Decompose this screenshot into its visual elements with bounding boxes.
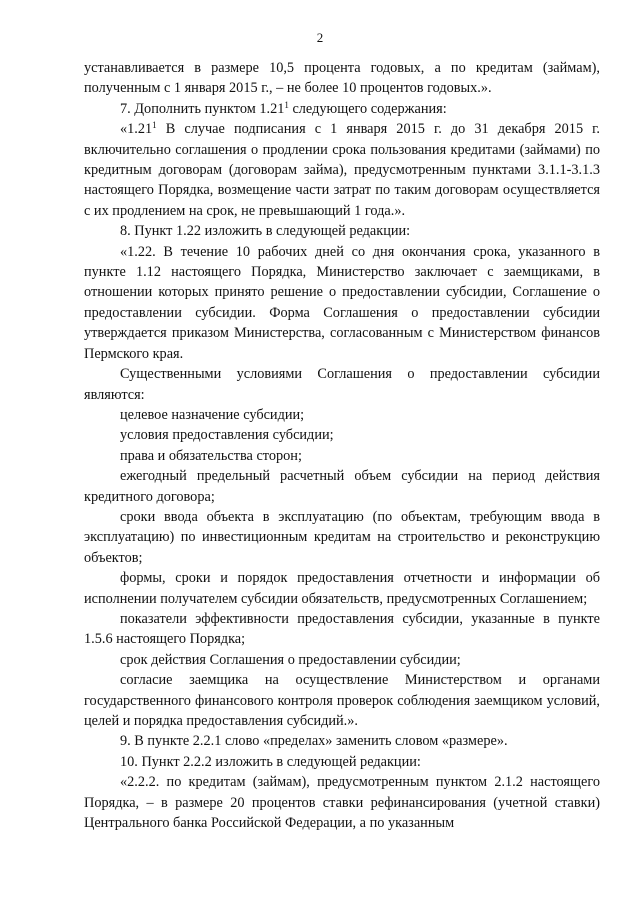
- item-7-text-end: следующего содержания:: [288, 100, 447, 117]
- list-item-efficiency: показатели эффективности предоставления субсидии, указанные в пункте 1.5.6 настоящего Порядка;: [84, 610, 600, 648]
- paragraph-item-8: 8. Пункт 1.22 изложить в следующей редакции:: [120, 223, 411, 240]
- clause-1-21-1-number: «1.21: [120, 121, 153, 138]
- item-7-text: 7. Дополнить пунктом 1.21: [120, 100, 285, 117]
- paragraph-essential-conditions: Существенными условиями Соглашения о предоставлении субсидии являются:: [84, 366, 600, 403]
- list-item-term: срок действия Соглашения о предоставлении субсидии;: [120, 651, 461, 668]
- list-item-conditions: условия предоставления субсидии;: [120, 427, 334, 444]
- paragraph-item-10: 10. Пункт 2.2.2 изложить в следующей редакции:: [120, 753, 421, 770]
- paragraph-clause-1-21-1: [84, 119, 600, 221]
- list-item-purpose: целевое назначение субсидии;: [120, 406, 305, 423]
- document-body: [84, 58, 600, 833]
- list-item-commissioning: сроки ввода объекта в эксплуатацию (по объектам, требующим ввода в эксплуатацию) по инвестиционным кредитам на строительство и реконструкцию объектов;: [84, 508, 600, 566]
- list-item-consent: согласие заемщика на осуществление Министерством и органами государственного финансового контроля проверок соблюдения заемщиком условий, целей и порядка предоставления субсидий.».: [84, 672, 600, 729]
- clause-1-21-1-superscript: 1: [152, 120, 157, 131]
- page-number: 2: [316, 30, 324, 45]
- paragraph-continuation: устанавливается в размере 10,5 процента годовых, а по кредитам (займам), полученным с 1 января 2015 г., – не более 10 процентов годовых.».: [84, 60, 600, 97]
- paragraph-item-9: 9. В пункте 2.2.1 слово «пределах» заменить словом «размере».: [120, 733, 508, 750]
- list-item-annual-volume: ежегодный предельный расчетный объем субсидии на период действия кредитного договора;: [84, 468, 600, 505]
- item-7-superscript: 1: [284, 99, 289, 110]
- list-item-rights: права и обязательства сторон;: [120, 447, 302, 464]
- paragraph-clause-2-2-2: «2.2.2. по кредитам (займам), предусмотренным пунктом 2.1.2 настоящего Порядка, – в размере 20 процентов ставки рефинансирования (учетной ставки) Центрального банка Российской Федерации, а по указанным: [84, 774, 600, 832]
- paragraph-item-7: [84, 99, 600, 119]
- list-item-reporting: формы, сроки и порядок предоставления отчетности и информации об исполнении получателем субсидии обязательств, предусмотренных Соглашением;: [84, 570, 600, 607]
- clause-1-21-1-text: В случае подписания с 1 января 2015 г. до 31 декабря 2015 г. включительно соглашения о продлении срока пользования кредитами (займами) по кредитным договорам (договорам займа), предусмотренным пунктами 3.1.1-3.1.3 настоящего Порядка, возмещение части затрат по таким договорам осуществляется с их продлением на срок, не превышающий 1 года.».: [84, 121, 600, 219]
- paragraph-clause-1-22: «1.22. В течение 10 рабочих дней со дня окончания срока, указанного в пункте 1.12 настоящего Порядка, Министерство заключает с заемщиками, в отношении которых принято решение о предоставлении субсидии, Соглашение о предоставлении субсидии. Форма Соглашения о предоставлении субсидии утверждается приказом Министерства, согласованным с Министерством финансов Пермского края.: [84, 243, 600, 362]
